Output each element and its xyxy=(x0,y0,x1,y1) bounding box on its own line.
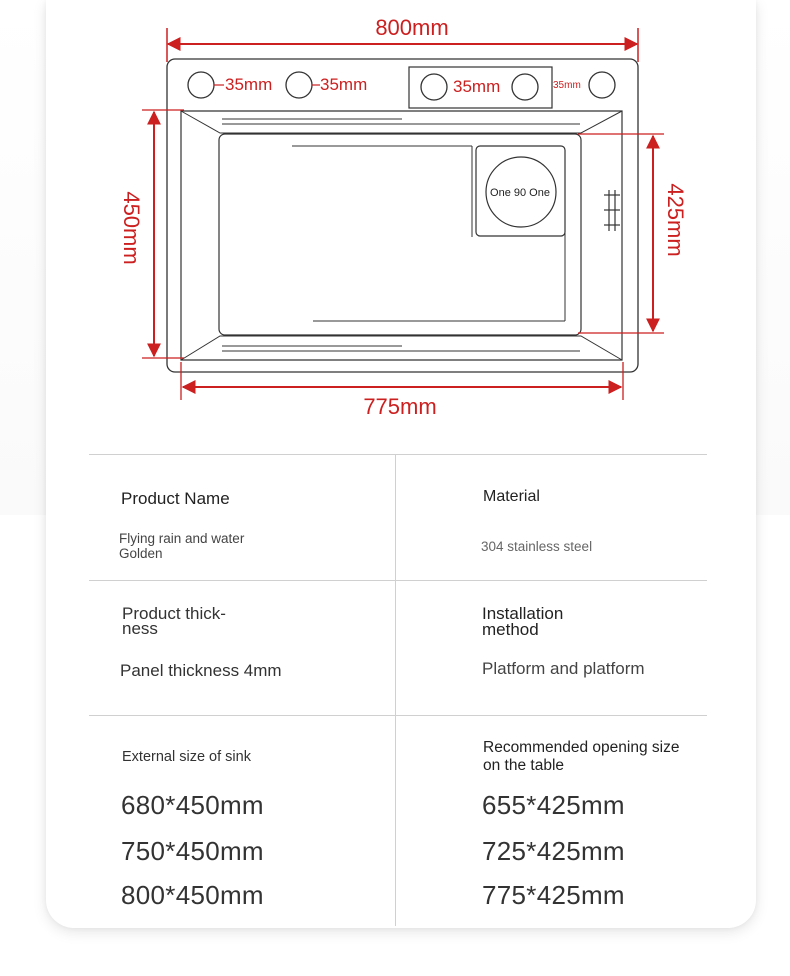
product-name-value-line2: Golden xyxy=(119,546,163,561)
external-size-label: External size of sink xyxy=(122,749,251,765)
install-label-line1: Installation xyxy=(482,604,564,623)
thickness-value: Panel thickness 4mm xyxy=(120,661,282,680)
install-value: Platform and platform xyxy=(482,659,645,678)
opening-label-line1: Recommended opening size xyxy=(483,739,680,756)
brand-badge: One 90 One xyxy=(490,187,550,199)
hole-dimension-label: 35mm xyxy=(225,75,273,94)
sink-outer-panel xyxy=(167,59,638,372)
material-value: 304 stainless steel xyxy=(481,539,593,554)
opening-size-value: 655*425mm xyxy=(482,790,625,820)
thickness-label-line1: Product thick- xyxy=(122,604,226,623)
tap-hole xyxy=(188,72,214,98)
thickness-label-line2: ness xyxy=(122,619,158,638)
opening-label-line2: on the table xyxy=(483,757,565,774)
material-label: Material xyxy=(483,488,540,505)
opening-size-value: 775*425mm xyxy=(482,880,625,910)
table-column-divider xyxy=(395,454,396,926)
table-divider xyxy=(89,454,707,455)
sink-diagram xyxy=(0,0,790,440)
table-divider xyxy=(89,580,707,581)
opening-size-value: 725*425mm xyxy=(482,836,625,866)
external-size-value: 800*450mm xyxy=(121,880,264,910)
tap-hole xyxy=(286,72,312,98)
install-label-line2: method xyxy=(482,620,539,639)
table-divider xyxy=(89,715,707,716)
tap-hole xyxy=(512,74,538,100)
inner-height-dimension-label: 425mm xyxy=(663,183,688,257)
overflow-slots-icon xyxy=(604,190,620,231)
width-dimension-label: 800mm xyxy=(375,15,449,40)
height-dimension-label: 450mm xyxy=(119,191,144,265)
product-name-value-line1: Flying rain and water xyxy=(119,531,245,546)
external-size-value: 750*450mm xyxy=(121,836,264,866)
product-name-label: Product Name xyxy=(121,489,230,508)
external-size-value: 680*450mm xyxy=(121,790,264,820)
hole-dimension-label: 35mm xyxy=(320,75,368,94)
tap-hole xyxy=(589,72,615,98)
hole-dimension-label: 35mm xyxy=(453,77,501,96)
tap-hole xyxy=(421,74,447,100)
hole-dimension-label: 35mm xyxy=(553,80,581,91)
bottom-dimension-label: 775mm xyxy=(363,394,437,419)
